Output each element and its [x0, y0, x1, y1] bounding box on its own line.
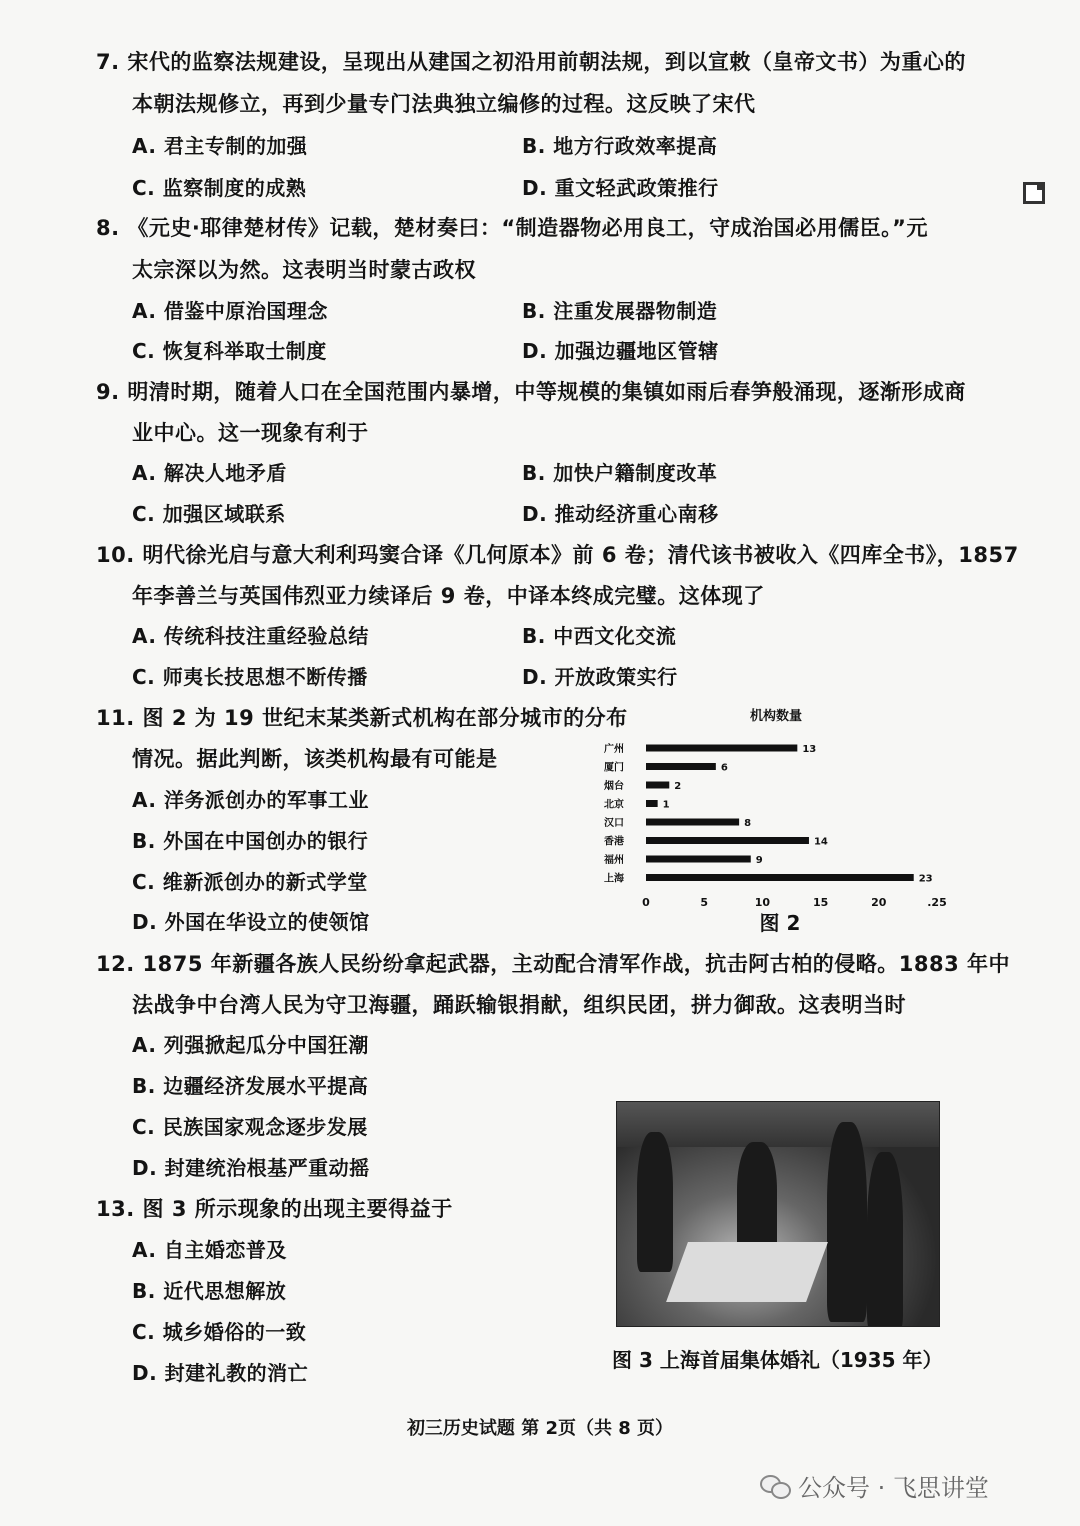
question-10-option-b: B. 中西文化交流	[522, 624, 677, 648]
chart-bar	[646, 874, 914, 881]
question-8-line-2: 太宗深以为然。这表明当时蒙古政权	[132, 258, 476, 282]
question-9-option-a: A. 解决人地矛盾	[132, 461, 287, 485]
chart-x-tick: 0	[642, 896, 650, 909]
chart-bar	[646, 763, 716, 770]
figure-3-caption: 图 3 上海首届集体婚礼（1935 年）	[612, 1348, 943, 1372]
chart-bar	[646, 856, 751, 863]
question-12-option-b: B. 边疆经济发展水平提高	[132, 1074, 369, 1098]
scan-mark-icon	[1023, 182, 1045, 204]
watermark-text: 公众号 · 飞思讲堂	[798, 1474, 989, 1502]
chart-category-label: 香港	[604, 836, 624, 848]
question-9-line-1: 9. 明清时期，随着人口在全国范围内暴增，中等规模的集镇如雨后春笋般涌现，逐渐形成商	[96, 380, 966, 404]
chart-bar	[646, 782, 669, 789]
chart-x-tick: .25	[927, 896, 947, 909]
chart-value-label: 9	[755, 855, 763, 866]
question-7-option-b: B. 地方行政效率提高	[522, 134, 718, 158]
figure-2-bar-chart	[600, 700, 960, 940]
page-footer: 初三历史试题 第 2页（共 8 页）	[406, 1418, 674, 1439]
chart-value-label: 6	[720, 762, 728, 774]
chart-value-label: 14	[813, 836, 828, 848]
question-13-option-d: D. 封建礼教的消亡	[132, 1361, 309, 1385]
chart-category-label: 北京	[604, 799, 624, 811]
chart-x-tick: 15	[812, 896, 829, 909]
question-11-option-c: C. 维新派创办的新式学堂	[132, 870, 368, 894]
chart-x-tick: 10	[754, 896, 771, 909]
chart-bar	[646, 819, 739, 826]
chart-value-label: 23	[918, 873, 933, 885]
question-10-option-a: A. 传统科技注重经验总结	[132, 624, 369, 648]
question-8-option-a: A. 借鉴中原治国理念	[132, 299, 328, 323]
chart-x-tick: 20	[871, 896, 887, 909]
question-9-option-b: B. 加快户籍制度改革	[522, 461, 718, 485]
chart-caption: 图 2	[759, 911, 801, 935]
chart-category-label: 烟台	[604, 781, 624, 792]
wechat-icon	[760, 1475, 790, 1497]
chart-category-label: 上海	[604, 873, 624, 885]
question-8-option-b: B. 注重发展器物制造	[522, 299, 718, 323]
question-8-option-c: C. 恢复科举取士制度	[132, 339, 327, 363]
chart-category-label: 福州	[604, 855, 624, 866]
question-7-option-c: C. 监察制度的成熟	[132, 176, 307, 200]
chart-value-label: 8	[744, 818, 752, 829]
question-12-option-a: A. 列强掀起瓜分中国狂潮	[132, 1033, 369, 1057]
figure-3-wedding-photo	[616, 1101, 940, 1327]
question-8-line-1: 8. 《元史·耶律楚材传》记载，楚材奏曰：“制造器物必用良工，守成治国必用儒臣。”元	[96, 216, 928, 240]
watermark	[760, 1468, 989, 1503]
question-11-option-d: D. 外国在华设立的使领馆	[132, 910, 370, 934]
question-11-line-2: 情况。据此判断，该类机构最有可能是	[132, 747, 498, 771]
chart-bar	[646, 745, 797, 752]
question-12-line-2: 法战争中台湾人民为守卫海疆，踊跃输银捐献，组织民团，拼力御敌。这表明当时	[132, 993, 906, 1017]
chart-value-label: 2	[674, 781, 682, 792]
chart-category-label: 厦门	[604, 762, 624, 774]
question-13-option-c: C. 城乡婚俗的一致	[132, 1320, 307, 1344]
question-10-line-1: 10. 明代徐光启与意大利利玛窦合译《几何原本》前 6 卷；清代该书被收入《四库全书》，1857	[96, 543, 1019, 567]
question-7-line-1: 7. 宋代的监察法规建设，呈现出从建国之初沿用前朝法规，到以宣敕（皇帝文书）为重心的	[96, 50, 966, 74]
chart-category-label: 广州	[604, 744, 624, 755]
question-8-option-d: D. 加强边疆地区管辖	[522, 339, 719, 363]
question-10-option-c: C. 师夷长技思想不断传播	[132, 665, 368, 689]
question-10-line-2: 年李善兰与英国伟烈亚力续译后 9 卷，中译本终成完璧。这体现了	[132, 584, 765, 608]
question-9-option-c: C. 加强区域联系	[132, 502, 286, 526]
question-12-line-1: 12. 1875 年新疆各族人民纷纷拿起武器，主动配合清军作战，抗击阿古柏的侵略。1883 年中	[96, 952, 1011, 976]
question-12-option-d: D. 封建统治根基严重动摇	[132, 1156, 370, 1180]
question-13-line-1: 13. 图 3 所示现象的出现主要得益于	[96, 1197, 453, 1221]
question-13-option-b: B. 近代思想解放	[132, 1279, 287, 1303]
chart-x-tick: 5	[700, 896, 709, 909]
chart-value-label: 13	[802, 744, 817, 755]
question-7-option-d: D. 重文轻武政策推行	[522, 176, 719, 200]
question-10-option-d: D. 开放政策实行	[522, 665, 678, 689]
question-9-line-2: 业中心。这一现象有利于	[132, 421, 369, 445]
question-11-line-1: 11. 图 2 为 19 世纪末某类新式机构在部分城市的分布	[96, 706, 628, 730]
question-12-option-c: C. 民族国家观念逐步发展	[132, 1115, 368, 1139]
chart-title: 机构数量	[749, 709, 803, 724]
question-11-option-a: A. 洋务派创办的军事工业	[132, 788, 369, 812]
question-9-option-d: D. 推动经济重心南移	[522, 502, 719, 526]
chart-bar	[646, 837, 809, 844]
question-7-option-a: A. 君主专制的加强	[132, 134, 308, 158]
chart-category-label: 汉口	[604, 818, 624, 829]
chart-bar	[646, 800, 658, 807]
question-7-line-2: 本朝法规修立，再到少量专门法典独立编修的过程。这反映了宋代	[132, 92, 756, 116]
question-11-option-b: B. 外国在中国创办的银行	[132, 829, 369, 853]
chart-value-label: 1	[662, 799, 670, 811]
question-13-option-a: A. 自主婚恋普及	[132, 1238, 287, 1262]
